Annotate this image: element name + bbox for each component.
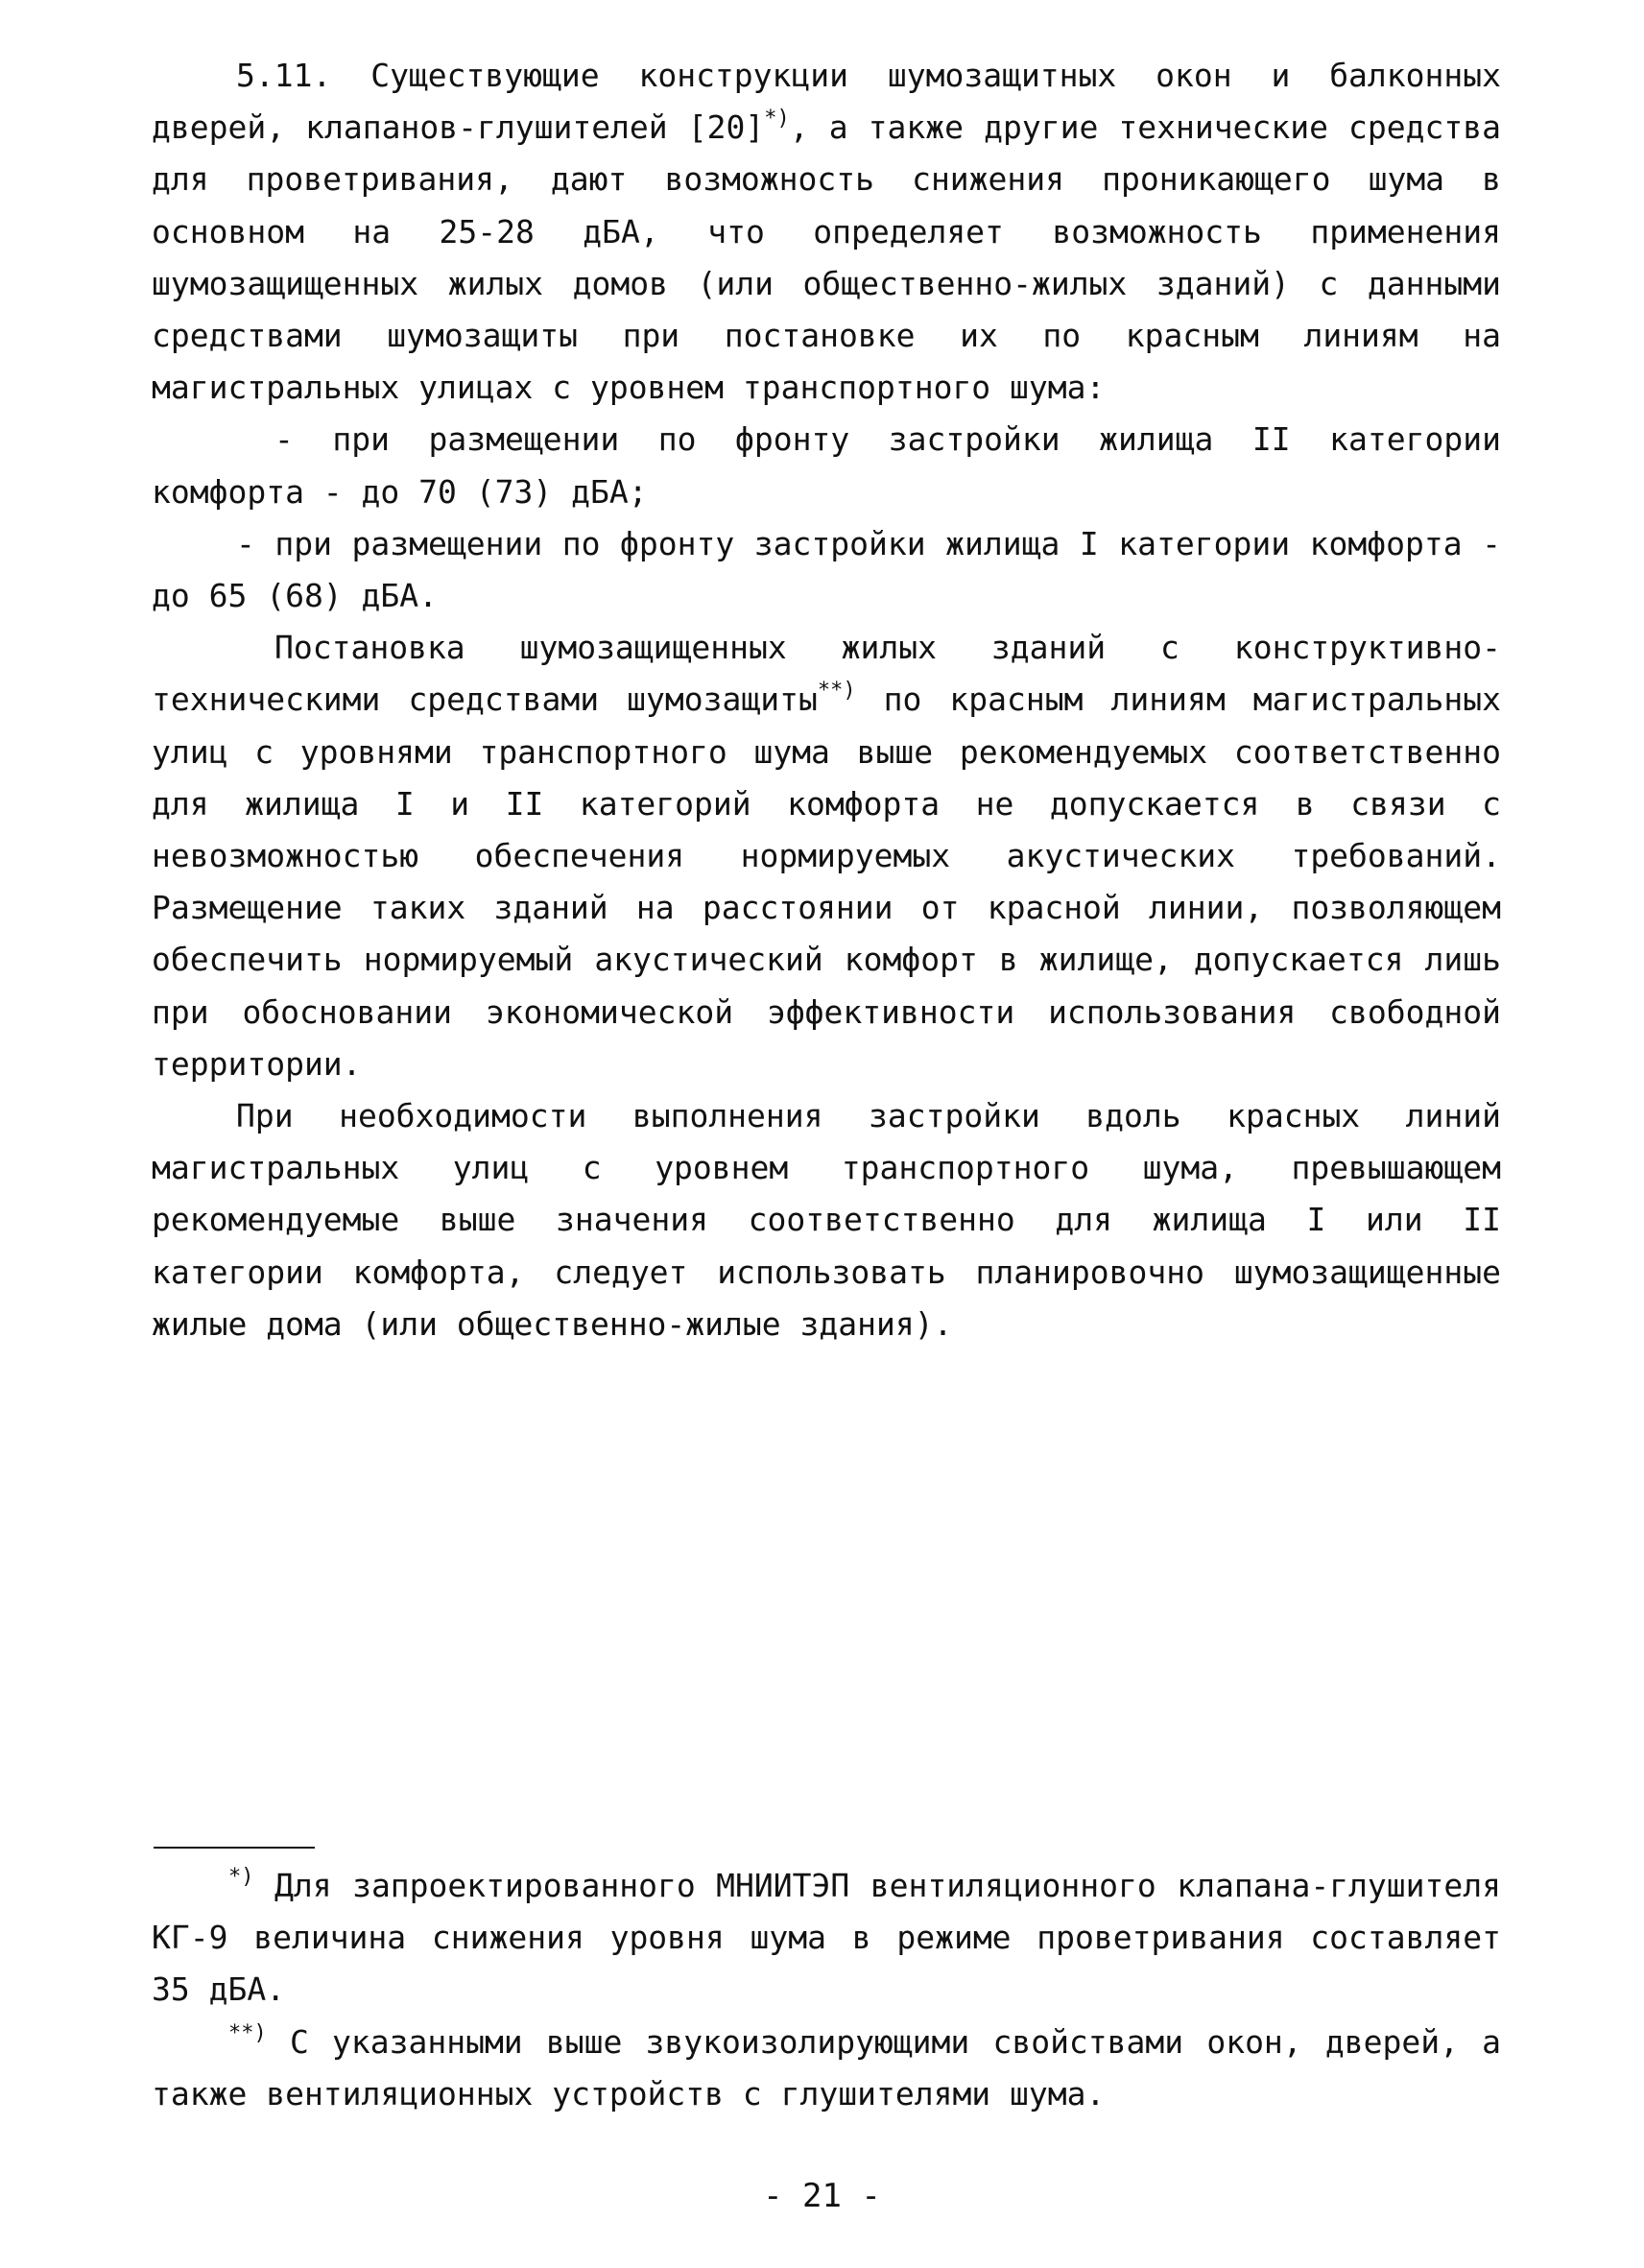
page-number: - 21 - [763, 2177, 881, 2215]
paragraph-necessity: При необходимости выполнения застройки вдоль красных линий магистральных улиц с уровнем транспортного шума, превышающем рекомендуемые выше значения соответственно для жилища I или II категории комфорта, следует использовать планировочно шумозащищенные жилые дома (или общественно-жилые здания). [152, 1097, 1501, 1343]
footnote-2: **) С указанными выше звукоизолирующими свойствами окон, дверей, а также вентиляционных устройств с глушителями шума. [152, 2020, 1501, 2113]
footnote-ref-1: *) [764, 107, 790, 131]
footnote-text: С указанными выше звукоизолирующими свойствами окон, дверей, а также вентиляционных устройств с глушителями шума. [152, 2022, 1501, 2113]
footnote-text: Для запроектированного МНИИТЭП вентиляционного клапана-глушителя КГ-9 величина снижения уровня шума в режиме проветривания составляет 35 дБА. [152, 1867, 1501, 2009]
paragraph-text: Постановка шумозащищенных жилых зданий с конструктивно-техническими средствами шумозащиты [152, 629, 1501, 719]
paragraph-text: 5.11. Существующие конструкции шумозащитных окон и балконных дверей, клапанов-глушителей [20] [152, 57, 1501, 147]
list-item-category-1: - при размещении по фронту застройки жилища I категории комфорта - до 65 (68) дБА. [152, 524, 1501, 615]
paragraph-placement [152, 622, 1501, 1090]
list-item-category-2: - при размещении по фронту застройки жилища II категории комфорта - до 70 (73) дБА; [152, 420, 1501, 511]
main-text [152, 50, 1501, 1350]
paragraph-5-11 [152, 50, 1501, 414]
footnotes [152, 1860, 1501, 2120]
footnote-1: *) Для запроектированного МНИИТЭП вентиляционного клапана-глушителя КГ-9 величина снижения уровня шума в режиме проветривания составляет 35 дБА. [152, 1865, 1501, 2009]
paragraph-text-cont: , а также другие технические средства для проветривания, дают возможность снижения проникающего шума в основном на 25-28 дБА, что определяет возможность применения шумозащищенных жилых домов (или общественно-жилых зданий) с данными средствами шумозащиты при постановке их по красным линиям на магистральных улицах с уровнем транспортного шума: [152, 108, 1501, 407]
footnote-ref-2: **) [817, 679, 856, 704]
footnote-separator [154, 1847, 315, 1849]
paragraph-text-cont: по красным линиям магистральных улиц с уровнями транспортного шума выше рекомендуемых соответственно для жилища I и II категорий комфорта не допускается в связи с невозможностью обеспечения нормируемых акустических требований. Размещение таких зданий на расстоянии от красной линии, позволяющем обеспечить нормируемый акустический комфорт в жилище, допускается лишь при обосновании экономической эффективности использования свободной территории. [152, 680, 1501, 1083]
